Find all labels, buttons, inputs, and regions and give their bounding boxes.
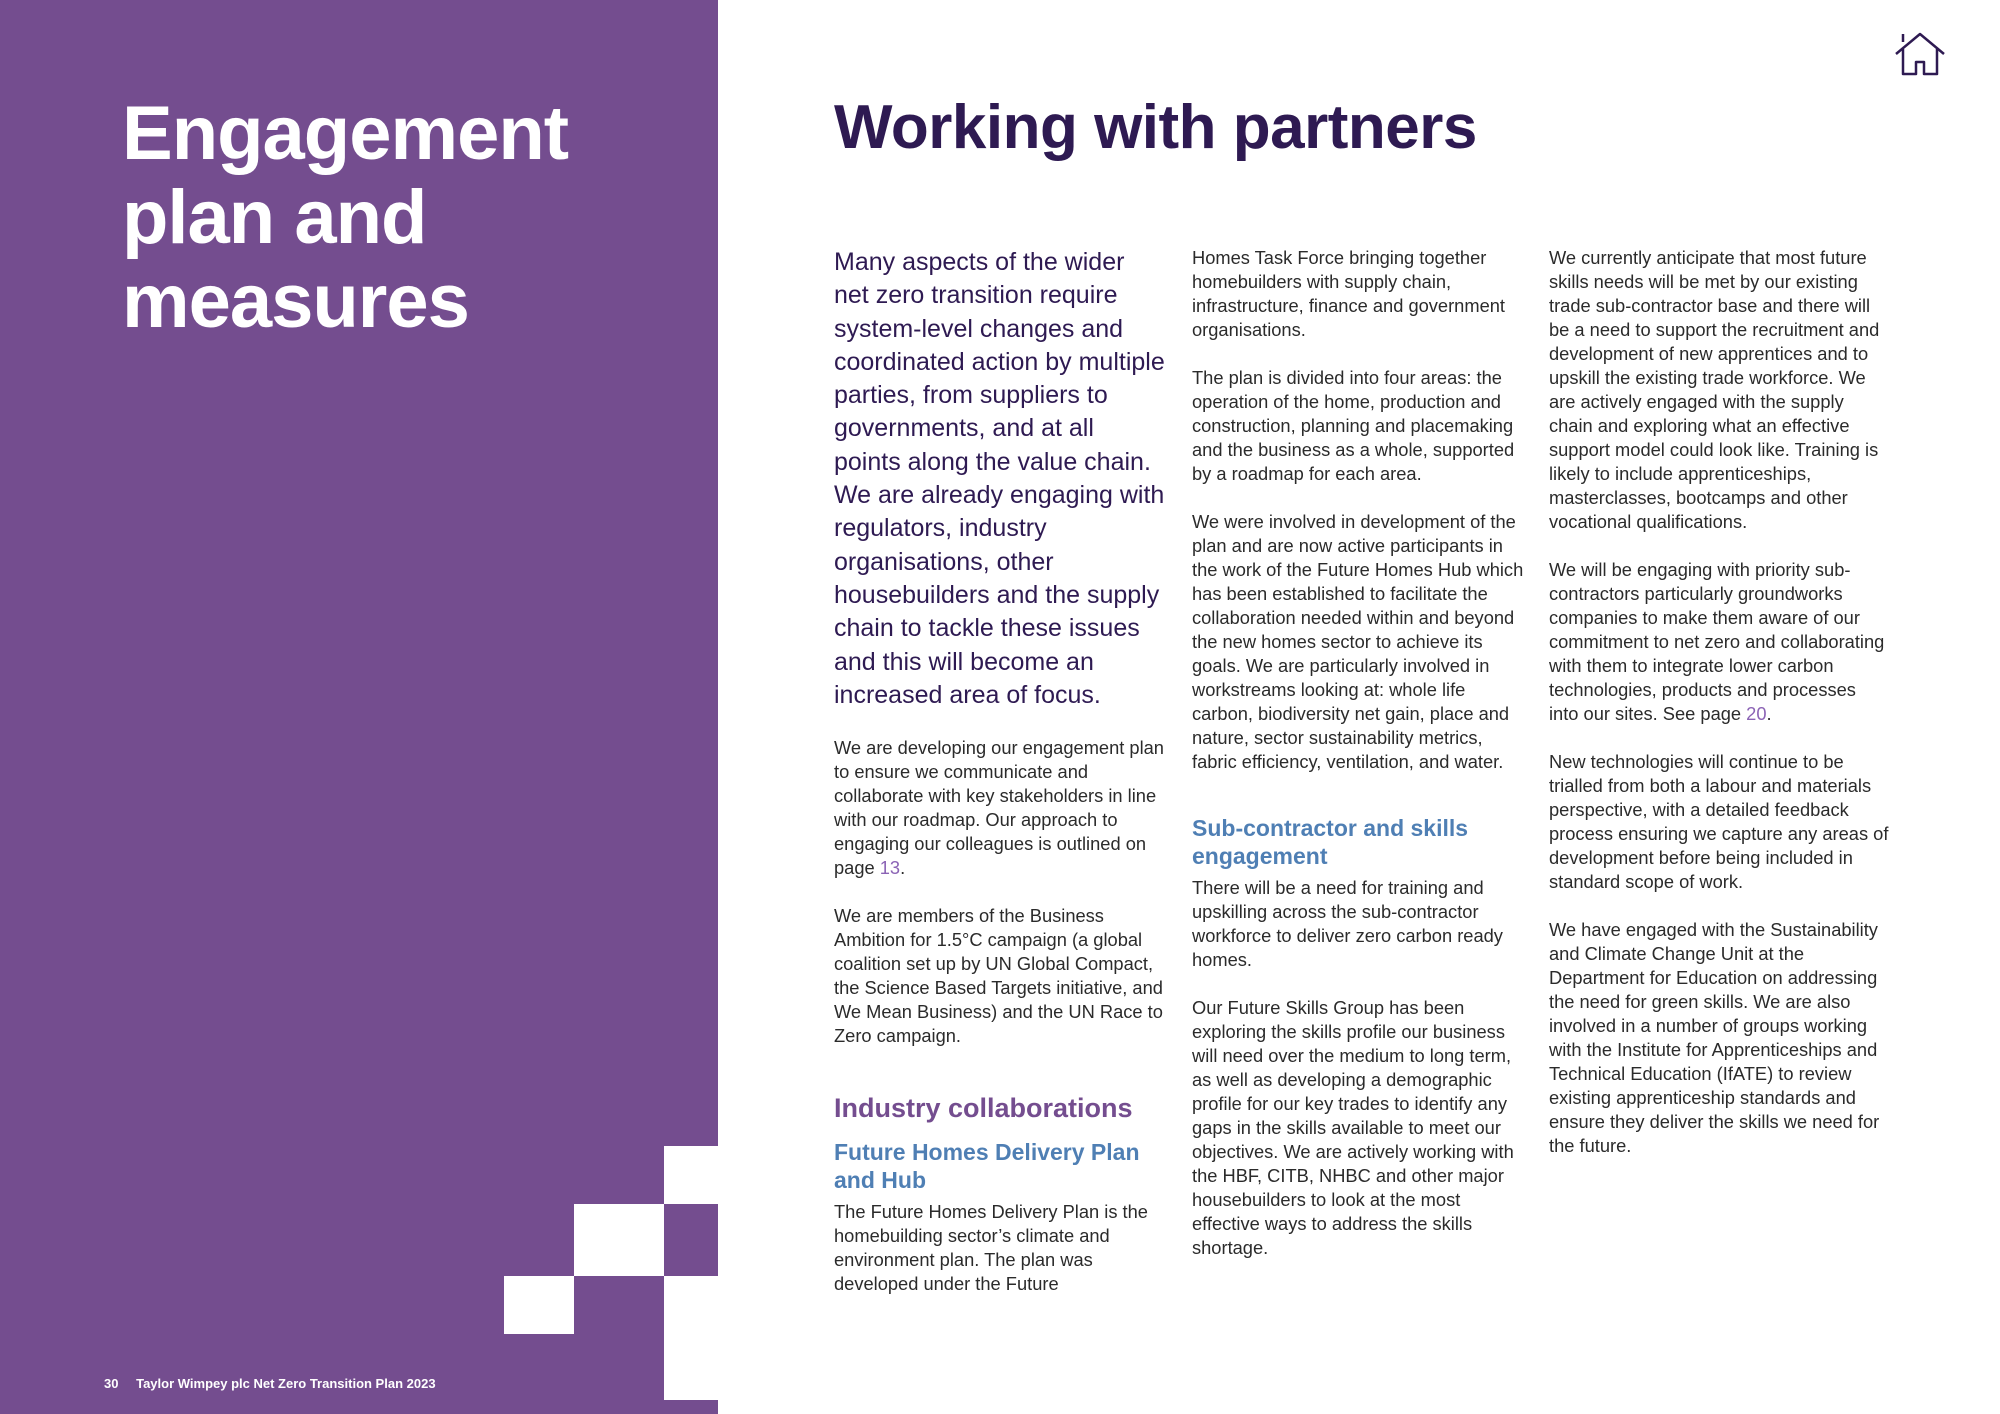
task-force-paragraph: Homes Task Force bringing together homebuilders with supply chain, infrastructure, finance and government organisations. <box>1192 247 1505 340</box>
decorative-square <box>664 1146 718 1204</box>
column-2 <box>1192 246 1524 1284</box>
decorative-square <box>664 1276 718 1400</box>
training-paragraph: There will be a need for training and upskilling across the sub-contractor workforce to deliver zero carbon ready homes. <box>1192 877 1503 970</box>
column-1 <box>834 246 1166 1320</box>
home-icon[interactable] <box>1892 30 1948 78</box>
priority-subcontractors-paragraph: We will be engaging with priority sub-contractors particularly groundworks companies to make them aware of our commitment to net zero and collaborating with them to integrate lower carbon technologies, products and processes into our sites. See page 20. <box>1549 559 1885 724</box>
decorative-square <box>504 1276 574 1334</box>
footer-text: Taylor Wimpey plc Net Zero Transition Plan 2023 <box>136 1376 436 1391</box>
skills-needs-paragraph: We currently anticipate that most future skills needs will be met by our existing trade sub-contractor base and there will be a need to support the recruitment and development of new apprentices and to upskill the existing trade workforce. We are actively engaged with the supply chain and exploring what an effective support model could look like. Training is likely to include apprenticeships, masterclasses, bootcamps and other vocational qualifications. <box>1549 247 1880 532</box>
plan-areas-paragraph: The plan is divided into four areas: the operation of the home, production and construction, planning and placemaking and the business as a whole, supported by a roadmap for each area. <box>1192 367 1515 484</box>
section-title-line-3: measures <box>122 259 469 344</box>
section-title <box>122 92 568 344</box>
future-homes-paragraph: The Future Homes Delivery Plan is the homebuilding sector’s climate and environment plan. The plan was developed under the Future <box>834 1201 1148 1295</box>
page-number: 30 <box>104 1376 119 1391</box>
new-technologies-paragraph: New technologies will continue to be trialled from both a labour and materials perspective, with a detailed feedback process ensuring we capture any areas of development before being included in standard scope of work. <box>1549 751 1889 892</box>
page-20-link[interactable]: 20 <box>1746 703 1767 724</box>
page-footer <box>104 1376 436 1391</box>
business-ambition-paragraph: We are members of the Business Ambition for 1.5°C campaign (a global coalition set up by UN Global Compact, the Science Based Targets initiative, and We Mean Business) and the UN Race to Zero campaign. <box>834 905 1163 1047</box>
decorative-square <box>574 1204 664 1276</box>
industry-collaborations-heading: Industry collaborations <box>834 1093 1133 1124</box>
page-title: Working with partners <box>834 93 1477 162</box>
sidebar-panel <box>0 0 718 1414</box>
column-3 <box>1549 246 1889 1182</box>
future-skills-paragraph: Our Future Skills Group has been exploring the skills profile our business will need over the medium to long term, as well as developing a demographic profile for our key trades to identify any gaps in the skills available to meet our objectives. We are actively working with the HBF, CITB, NHBC and other major housebuilders to look at the most effective ways to address the skills shortage. <box>1192 997 1514 1258</box>
page-13-link[interactable]: 13 <box>879 857 901 879</box>
engagement-plan-paragraph: We are developing our engagement plan to ensure we communicate and collaborate with key stakeholders in line with our roadmap. Our approach to engaging our colleagues is outlined on page 13. <box>834 737 1164 879</box>
intro-paragraph: Many aspects of the wider net zero transition require system-level changes and coordinated action by multiple parties, from suppliers to governments, and at all points along the value chain. We are already engaging with regulators, industry organisations, other housebuilders and the supply chain to tackle these issues and this will become an increased area of focus. <box>834 248 1165 709</box>
future-homes-heading: Future Homes Delivery Plan and Hub <box>834 1139 1140 1194</box>
section-title-line-2: plan and <box>122 175 427 260</box>
department-education-paragraph: We have engaged with the Sustainability and Climate Change Unit at the Department for Education on addressing the need for green skills. We are also involved in a number of groups working with the Institute for Apprenticeships and Technical Education (IfATE) to review existing apprenticeship standards and ensure they deliver the skills we need for the future. <box>1549 919 1880 1156</box>
future-homes-hub-paragraph: We were involved in development of the plan and are now active participants in the work of the Future Homes Hub which has been established to facilitate the collaboration needed within and beyond the new homes sector to achieve its goals. We are particularly involved in workstreams looking at: whole life carbon, biodiversity net gain, place and nature, sector sustainability metrics, fabric efficiency, ventilation, and water. <box>1192 511 1524 772</box>
sub-contractor-heading: Sub-contractor and skills engagement <box>1192 815 1469 869</box>
section-title-line-1: Engagement <box>122 91 569 176</box>
